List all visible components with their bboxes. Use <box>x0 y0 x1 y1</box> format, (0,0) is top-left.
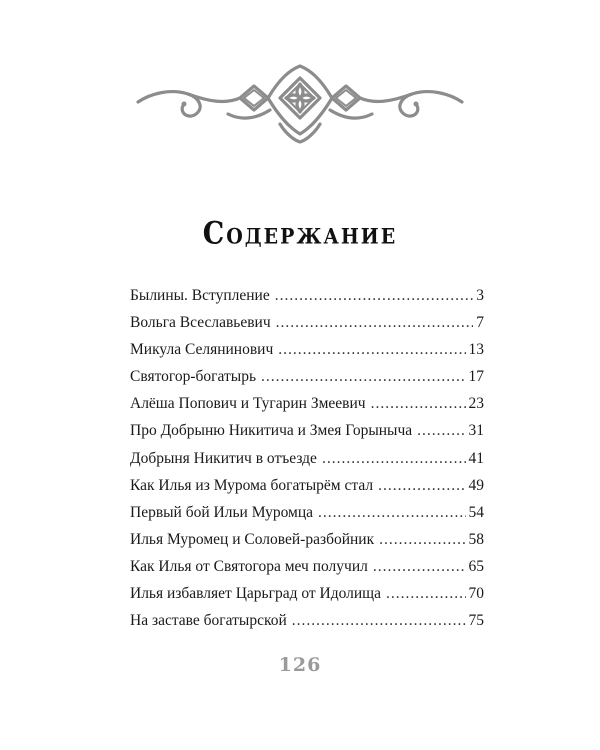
toc-dot-leader <box>386 584 466 604</box>
toc-page-number: 70 <box>468 585 484 603</box>
toc-entry-title: Добрыня Никитич в отъезде <box>130 449 317 467</box>
toc-entry-title: Вольга Всеславьевич <box>130 314 271 332</box>
toc-page-number: 3 <box>476 287 484 304</box>
toc-dot-leader <box>373 557 466 577</box>
toc-dot-leader <box>417 421 465 441</box>
toc-entry-title: Как Илья из Мурома богатырём стал <box>130 476 374 494</box>
toc-entry[interactable] <box>130 476 484 503</box>
toc-entry-title: Алёша Попович и Тугарин Змеевич <box>130 395 366 413</box>
toc-entry[interactable] <box>130 286 484 313</box>
toc-dot-leader <box>275 286 474 306</box>
page-number-folio: 126 <box>278 654 322 676</box>
toc-entry[interactable] <box>130 394 484 421</box>
toc-entry-title: На заставе богатырской <box>130 612 287 630</box>
toc-entry[interactable] <box>130 421 484 448</box>
toc-page-number: 23 <box>468 395 484 413</box>
toc-dot-leader <box>322 449 466 469</box>
toc-dot-leader <box>278 340 465 360</box>
toc-entry[interactable] <box>130 611 484 638</box>
page-title: Содержание <box>202 215 398 252</box>
toc-page-number: 75 <box>468 612 484 630</box>
toc-page-number: 65 <box>468 557 484 575</box>
toc-entry[interactable] <box>130 584 484 611</box>
toc-entry-title: Былины. Вступление <box>130 287 270 304</box>
toc-page-number: 58 <box>468 530 484 548</box>
toc-entry[interactable] <box>130 313 484 340</box>
toc-dot-leader <box>378 476 465 496</box>
toc-entry[interactable] <box>130 340 484 367</box>
toc-page-number: 49 <box>468 476 484 494</box>
toc-page-number: 54 <box>468 503 484 521</box>
toc-entry[interactable] <box>130 557 484 584</box>
toc-page-number: 17 <box>468 368 484 386</box>
toc-entry[interactable] <box>130 449 484 476</box>
toc-dot-leader <box>292 611 466 631</box>
toc-entry-title: Микула Селянинович <box>130 341 274 359</box>
toc-entry-title: Святогор-богатырь <box>130 368 257 386</box>
celtic-knot-ornament-icon <box>130 58 470 148</box>
toc-entry-title: Илья избавляет Царьград от Идолища <box>130 585 381 603</box>
toc-entry[interactable] <box>130 503 484 530</box>
toc-dot-leader <box>379 530 465 550</box>
toc-entry[interactable] <box>130 367 484 394</box>
toc-page-number: 7 <box>476 314 484 332</box>
toc-dot-leader <box>371 394 466 414</box>
toc-dot-leader <box>276 313 474 333</box>
toc-entry-title: Как Илья от Святогора меч получил <box>130 557 368 575</box>
toc-dot-leader <box>318 503 465 523</box>
toc-page-number: 31 <box>468 422 484 440</box>
toc-entry[interactable] <box>130 530 484 557</box>
toc-entry-title: Про Добрыню Никитича и Змея Горыныча <box>130 422 413 440</box>
toc-page-number: 41 <box>468 449 484 467</box>
table-of-contents <box>130 286 484 638</box>
toc-page-number: 13 <box>468 341 484 359</box>
toc-dot-leader <box>261 367 465 387</box>
toc-entry-title: Илья Муромец и Соловей-разбойник <box>130 530 375 548</box>
toc-entry-title: Первый бой Ильи Муромца <box>130 503 314 521</box>
